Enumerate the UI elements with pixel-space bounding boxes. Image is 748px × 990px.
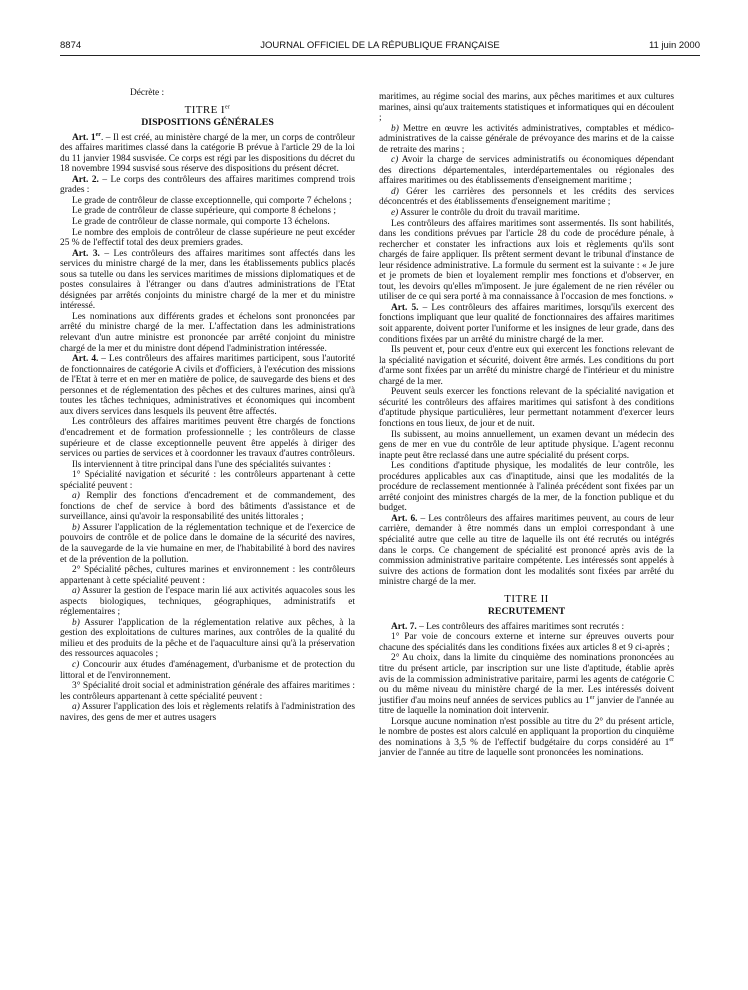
speciality-3: 3° Spécialité droit social et administration générale des affaires maritimes : les contrôleurs appartenant à cette spécialité peuvent : bbox=[60, 681, 355, 702]
paragraph: Ils peuvent et, pour ceux d'entre eux qui exercent les fonctions relevant de la spécialité navigation et sécurité, doivent être armés. Les conditions du port d'arme sont fixées par un arrêté du ministre chargé de l'intérieur et du ministre chargé de la mer. bbox=[379, 345, 674, 387]
recrutement-heading: RECRUTEMENT bbox=[487, 606, 566, 618]
paragraph: Peuvent seuls exercer les fonctions relevant de la spécialité navigation et sécurité les contrôleurs des affaires maritimes qui satisfont à des conditions d'aptitude physique particulières, leur permettant notamment d'exercer leurs fonctions en tous lieux, de jour et de nuit. bbox=[379, 387, 674, 429]
paragraph: Les conditions d'aptitude physique, les modalités de leur contrôle, les procédures applicables aux cas d'inaptitude, ainsi que les modalités de la procédure de reclassement mentionnée à l'alinéa précédent sont fixées par un arrêté conjoint des ministres chargés de la mer, de la fonction publique et du budget. bbox=[379, 461, 674, 514]
article-6-label: Art. 6. bbox=[391, 513, 418, 524]
header-rule bbox=[60, 55, 700, 56]
article-4: Art. 4. – Les contrôleurs des affaires maritimes participent, sous l'autorité de fonctionnaires de catégorie A civils et d'officiers, à l'exécution des missions de l'Etat à terre et en mer en matière de police, de sauvegarde des biens et des personnes et de réglementation des pêches et des cultures marines, ainsi qu'à toutes les tâches techniques, administratives et économiques qui incombent aux divers services dans lesquels ils peuvent être affectés. bbox=[60, 354, 355, 417]
page-header bbox=[60, 40, 700, 54]
dispositions-generales-heading: DISPOSITIONS GÉNÉRALES bbox=[141, 117, 274, 129]
paragraph: 1° Par voie de concours externe et interne sur épreuves ouverts pour chacune des spécialités dans les conditions fixées aux articles 8 et 9 ci-après ; bbox=[379, 632, 674, 653]
list-item: b) Assurer l'application de la réglementation relative aux pêches, à la gestion des exploitations de cultures marines, aux contrôles de la qualité du milieu et des produits de la pêche et de l'aquaculture ainsi qu'à la préservation des ressources aquacoles ; bbox=[60, 617, 355, 660]
right-column bbox=[379, 92, 674, 759]
article-5-label: Art. 5. bbox=[391, 302, 419, 313]
article-7-label: Art. 7. bbox=[391, 621, 417, 632]
paragraph-continued: maritimes, au régime social des marins, aux pêches maritimes et aux cultures marines, ainsi qu'aux traitements statistiques et informatiques qui en découlent ; bbox=[379, 92, 674, 124]
issue-date: 11 juin 2000 bbox=[648, 40, 700, 51]
article-7: Art. 7. – Les contrôleurs des affaires maritimes sont recrutés : bbox=[391, 621, 625, 632]
article-5: Art. 5. – Les contrôleurs des affaires maritimes, lorsqu'ils exercent des fonctions impliquant que leur qualité de fonctionnaires des affaires maritimes soit apparente, doivent porter l'uniforme et les insignes de leur grade, dans des conditions fixées par un arrêté du ministre chargé de la mer. bbox=[379, 302, 674, 345]
paragraph: Le grade de contrôleur de classe normale, qui comporte 13 échelons. bbox=[72, 217, 330, 228]
journal-title: JOURNAL OFFICIEL DE LA RÉPUBLIQUE FRANÇAISE bbox=[260, 40, 500, 51]
list-item: c) Avoir la charge de services administratifs ou économiques dépendant des directions départementales, interdépartementales ou régionales des affaires maritimes ou des établissements d'enseignement maritime ; bbox=[379, 155, 674, 187]
article-3-label: Art. 3. bbox=[72, 248, 100, 259]
paragraph: Le nombre des emplois de contrôleur de classe supérieure ne peut excéder 25 % de l'effectif total des deux premiers grades. bbox=[60, 227, 355, 249]
article-1: Art. 1er. – Il est créé, au ministère chargé de la mer, un corps de contrôleur des affaires maritimes classé dans la catégorie B prévue à l'article 29 de la loi du 11 janvier 1984 susvisée. Ce corps est régi par les dispositions du décret du 18 novembre 1994 susvisé sous réserve des dispositions du présent décret. bbox=[60, 131, 355, 175]
list-item: a) Assurer la gestion de l'espace marin lié aux activités aquacoles sous les aspects biologiques, techniques, géographiques, administratifs et réglementaires ; bbox=[60, 586, 355, 618]
paragraph: Les nominations aux différents grades et échelons sont prononcées par arrêté du ministre chargé de la mer. L'affectation dans les administrations relevant d'un autre ministre est prononcée par arrêté conjoint du ministre chargé de la mer et du ministre dont dépend l'administration intéressée. bbox=[60, 311, 355, 354]
paragraph: Le grade de contrôleur de classe supérieure, qui comporte 8 échelons ; bbox=[72, 206, 336, 217]
speciality-1: 1° Spécialité navigation et sécurité : les contrôleurs appartenant à cette spécialité peuvent : bbox=[60, 470, 355, 491]
paragraph: Ils subissent, au moins annuellement, un examen devant un médecin des gens de mer en vue du contrôle de leur aptitude physique. L'agent reconnu inapte peut être reclassé dans une autre spécialité du présent corps. bbox=[379, 429, 674, 461]
left-column bbox=[60, 88, 355, 723]
list-item: e) Assurer le contrôle du droit du travail maritime. bbox=[391, 208, 580, 219]
list-item: a) Assurer l'application des lois et règlements relatifs à l'administration des navires, des gens de mer et autres usagers bbox=[60, 702, 355, 723]
paragraph: Les contrôleurs des affaires maritimes peuvent être chargés de fonctions d'encadrement et de formation professionnelle ; les contrôleurs de classe supérieure et de classe exceptionnelle peuvent être appelés à diriger des services ou parties de services et à coordonner les travaux d'autres contrôleurs. bbox=[60, 417, 355, 460]
list-item: a) Remplir des fonctions d'encadrement et de commandement, des fonctions de chef de service à bord des bâtiments d'assistance et de surveillance, ainsi qu'avoir la responsabilité des unités littorales ; bbox=[60, 491, 355, 523]
titre-2-heading: TITRE II bbox=[504, 592, 549, 605]
decrete-line: Décrète : bbox=[130, 88, 165, 98]
article-4-label: Art. 4. bbox=[72, 354, 99, 365]
speciality-2: 2° Spécialité pêches, cultures marines et environnement : les contrôleurs appartenant à cette spécialité peuvent : bbox=[60, 565, 355, 586]
article-3: Art. 3. – Les contrôleurs des affaires maritimes sont affectés dans les services du ministre chargé de la mer, dans les établissements publics placés sous sa tutelle ou dans les services maritimes de missions diplomatiques et de postes consulaires à l'étranger ou dans d'autres administrations de l'Etat désignées par arrêtés conjoints du ministre chargé de la mer et du ministre intéressé. bbox=[60, 248, 355, 312]
article-2: Art. 2. – Le corps des contrôleurs des affaires maritimes comprend trois grades : bbox=[60, 174, 355, 196]
titre-1-heading: TITRE Ier bbox=[184, 103, 231, 116]
article-2-label: Art. 2. bbox=[72, 174, 99, 185]
paragraph: Lorsque aucune nomination n'est possible au titre du 2° du présent article, le nombre de postes est alors calculé en appliquant la proportion du cinquième des nominations à 3,5 % de l'effectif budgétaire du corps considéré au 1er janvier de l'année au titre de laquelle sont prononcées les nominations. bbox=[379, 716, 674, 759]
list-item: d) Gérer les carrières des personnels et les crédits des services déconcentrés et des établissements d'enseignement maritime ; bbox=[379, 186, 674, 208]
list-item: c) Concourir aux études d'aménagement, d'urbanisme et de protection du littoral et de l'environnement. bbox=[60, 659, 355, 681]
list-item: b) Mettre en œuvre les activités administratives, comptables et médico-administratives de la caisse générale de prévoyance des marins et de la caisse de retraite des marins ; bbox=[379, 123, 674, 155]
paragraph: Ils interviennent à titre principal dans l'une des spécialités suivantes : bbox=[72, 459, 331, 470]
article-1-label: Art. 1er bbox=[72, 131, 101, 143]
oath-paragraph: Les contrôleurs des affaires maritimes sont assermentés. Ils sont habilités, dans les conditions prévues par l'article 28 du code de procédure pénale, à rechercher et constater les infractions aux lois et règlements qu'ils sont chargés de faire appliquer. Ils prêtent serment devant le tribunal d'instance de leur résidence administrative. La formule du serment est la suivante : « Je jure et je promets de bien et loyalement remplir mes fonctions et d'observer, en tout, les devoirs qu'elles m'imposent. Je jure également de ne rien révéler ou utiliser de ce qui sera porté à ma connaissance à l'occasion de mes fonctions. » bbox=[379, 218, 674, 303]
list-item: b) Assurer l'application de la réglementation technique et de l'exercice de pouvoirs de contrôle et de police dans le domaine de la sécurité des navires, de la sauvegarde de la vie humaine en mer, de l'habitabilité à bord des navires et de la prévention de la pollution. bbox=[60, 522, 355, 565]
article-6: Art. 6. – Les contrôleurs des affaires maritimes peuvent, au cours de leur carrière, demander à être nommés dans un emploi correspondant à une spécialité autre que celle au titre de laquelle ils ont été recrutés ou intégrés dans le corps. Ce changement de spécialité est prononcé après avis de la commission administrative paritaire compétente. Les intéressés sont appelés à suivre des actions de formation dont les modalités sont fixées par arrêté du ministre chargé de la mer. bbox=[379, 513, 674, 588]
paragraph: Le grade de contrôleur de classe exceptionnelle, qui comporte 7 échelons ; bbox=[72, 195, 352, 206]
paragraph: 2° Au choix, dans la limite du cinquième des nominations prononcées au titre du présent article, par inscription sur une liste d'aptitude, établie après avis de la commission administrative paritaire, parmi les agents de catégorie C ou du même niveau du ministère chargé de la mer. Les intéressés doivent justifier d'au moins neuf années de services publics au 1er janvier de l'année au titre de laquelle la nomination doit intervenir. bbox=[379, 653, 674, 717]
page-number: 8874 bbox=[60, 40, 82, 51]
